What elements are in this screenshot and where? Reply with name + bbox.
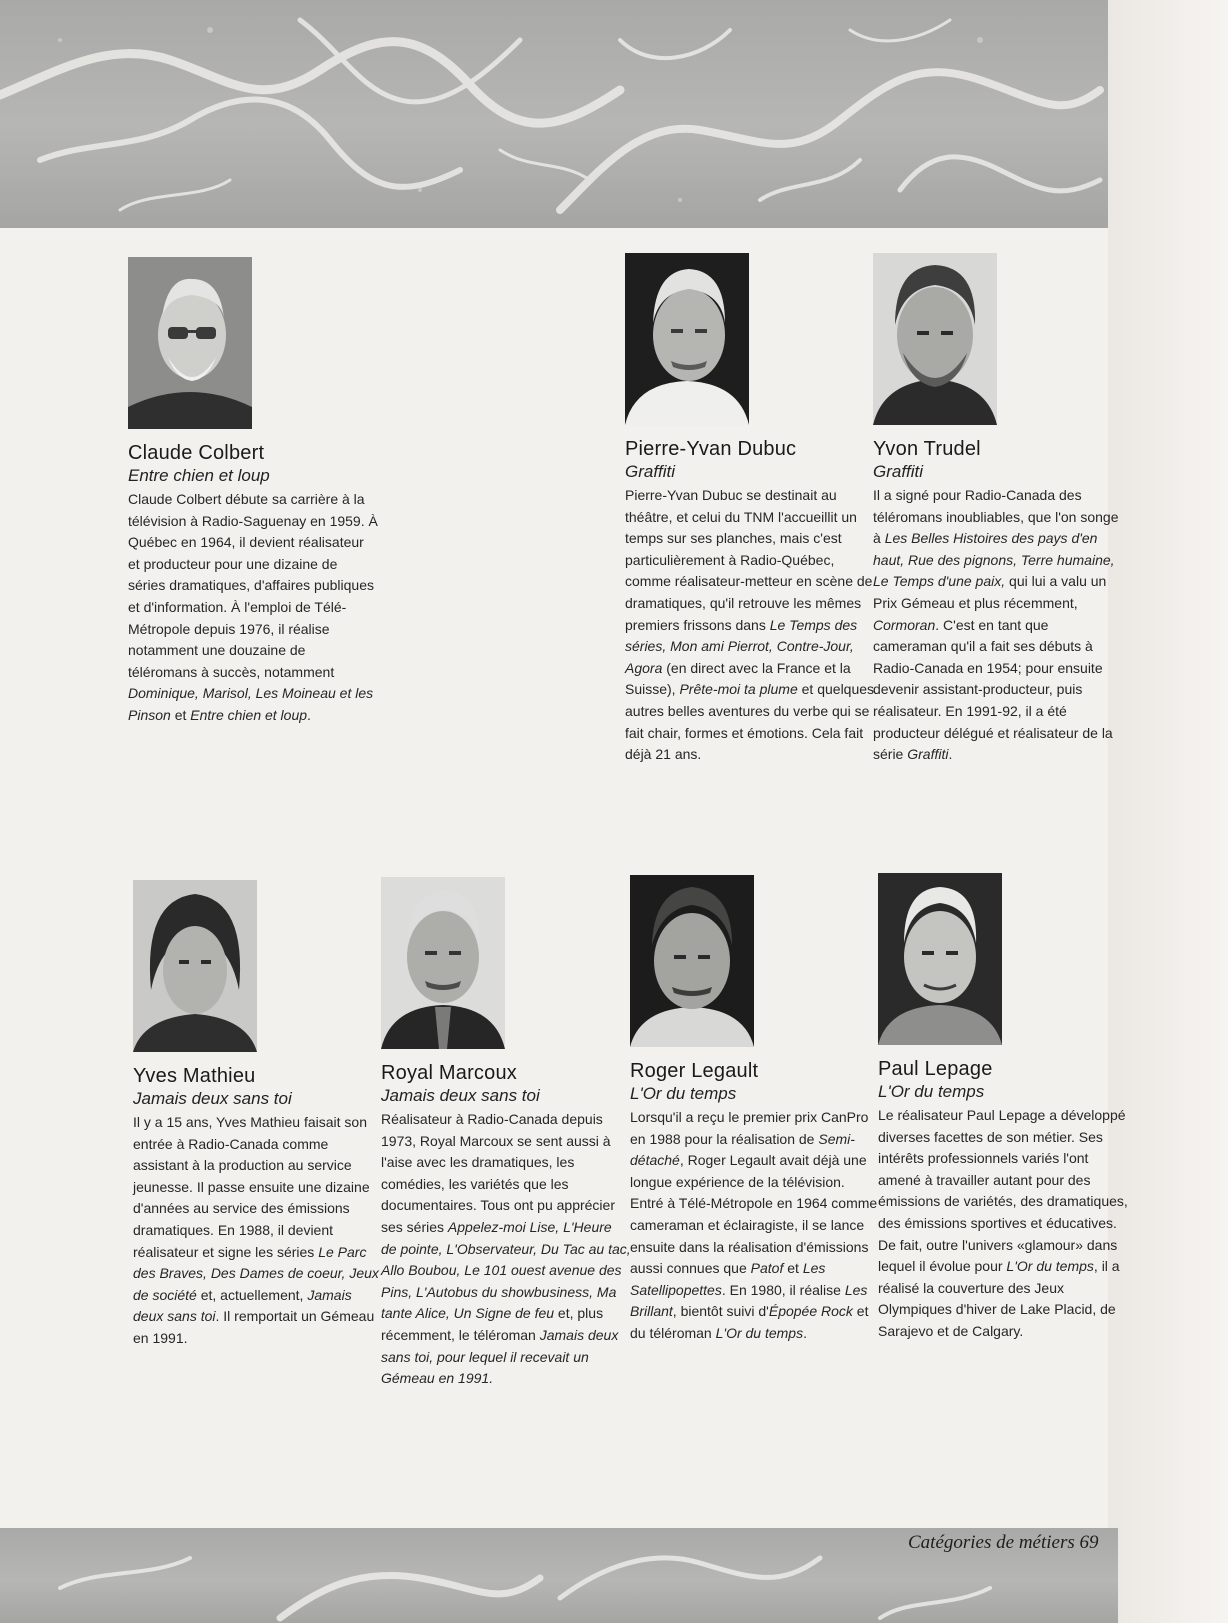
bio-text-segment: (en direct avec la France et la Suisse), [625, 659, 851, 698]
show-title: Entre chien et loup [128, 466, 270, 485]
bio-title-segment: Graffiti [907, 746, 949, 763]
profile-claude-colbert [128, 257, 378, 727]
bio-text-segment: , Roger Legault avait déjà une longue expérience de la télévision. Entré à Télé-Métropole en 1964 comme cameraman et éclairagiste, il se lance ensuite dans la réalisation d'émissions aussi connues que [630, 1152, 878, 1277]
bio-title-segment: Patof [750, 1260, 784, 1277]
bio-title-segment: Jamais deux sans toi, pour lequel il recevait un Gémeau en 1991. [381, 1326, 619, 1387]
profile-pierre-yvan-dubuc [625, 253, 875, 766]
bio-title-segment: Jamais deux sans toi [133, 1286, 352, 1325]
bio-text-segment: Il y a 15 ans, Yves Mathieu faisait son entrée à Radio-Canada comme assistant à la production au service jeunesse. Il passe ensuite une dizaine d'années au service des émissions dramatiques. En 1988, il devient réalisateur et signe les séries [133, 1114, 370, 1260]
show-title: Jamais deux sans toi [133, 1089, 292, 1108]
person-bio [133, 1112, 383, 1350]
bio-title-segment: Le Temps des séries, Mon ami Pierrot, Contre-Jour, Agora [625, 616, 858, 676]
portrait-photo [878, 873, 1002, 1045]
bio-title-segment: Prête-moi ta plume [679, 681, 798, 698]
person-bio [878, 1105, 1128, 1343]
bio-title-segment: Appelez-moi Lise, L'Heure de pointe, L'Observateur, Du Tac au tac, Allo Boubou, Le 101 ouest avenue des Pins, L'Autobus du showbusiness, Ma tante Alice, Un Signe de feu [381, 1218, 631, 1322]
show-title: Jamais deux sans toi [381, 1086, 540, 1105]
top-banner-artwork [0, 0, 1108, 228]
bio-title-segment: Le Parc des Braves, Des Dames de coeur, Jeux de société [133, 1243, 379, 1303]
show-title: L'Or du temps [878, 1082, 985, 1101]
person-bio [381, 1109, 631, 1390]
bio-title-segment: L'Or du temps [715, 1324, 804, 1341]
bio-title-segment: Épopée Rock [768, 1303, 853, 1320]
person-name: Roger Legault [630, 1060, 759, 1082]
bio-text-segment: et du téléroman [630, 1303, 869, 1341]
bio-title-segment: Entre chien et loup [190, 706, 308, 723]
bio-text-segment: . [948, 746, 953, 763]
person-name: Yves Mathieu [133, 1065, 256, 1087]
page-footer-title: Catégories de métiers 69 [908, 1532, 1099, 1553]
person-bio [625, 485, 875, 766]
bio-text-segment: , il a réalisé la couverture des Jeux Olympiques d'hiver de Lake Placid, de Sarajevo et de Calgary. [878, 1258, 1120, 1339]
bio-title-segment: Semi-détaché [630, 1130, 855, 1169]
bio-text-segment: qui lui a valu un Prix Gémeau et plus récemment, [873, 573, 1107, 611]
profile-paul-lepage [878, 873, 1128, 1343]
portrait-photo [625, 253, 749, 425]
bio-text-segment: Claude Colbert débute sa carrière à la télévision à Radio-Saguenay en 1959. À Québec en 1964, il devient réalisateur et producteur pour une dizaine de séries dramatiques, d'affaires publiques et d'information. À l'emploi de Télé-Métropole depuis 1976, il réalise notamment une douzaine de téléromans à succès, notamment [128, 491, 378, 680]
bio-text-segment: Le réalisateur Paul Lepage a développé diverses facettes de son métier. Ses intérêts professionnels variés l'ont amené à travailler autant pour des émissions de variétés, des dramatiques, des émissions sportives et éducatives. De fait, outre l'univers «glamour» dans lequel il évolue pour [878, 1107, 1128, 1275]
portrait-photo [630, 875, 754, 1047]
profile-yvon-trudel [873, 253, 1123, 766]
profile-roger-legault [630, 875, 880, 1345]
bio-title-segment: L'Or du temps [1006, 1258, 1094, 1275]
bio-title-segment: Cormoran [873, 616, 936, 633]
portrait-photo [873, 253, 997, 425]
bio-title-segment: Les Brillant [630, 1281, 868, 1320]
bio-text-segment: . En 1980, il réalise [721, 1281, 845, 1298]
bio-title-segment: Dominique, Marisol, Les Moineau et les Pinson [128, 685, 374, 723]
bio-text-segment: et [170, 706, 191, 723]
person-bio [873, 485, 1123, 766]
bio-text-segment: . [307, 706, 311, 723]
bio-text-segment: Pierre-Yvan Dubuc se destinait au théâtre, et celui du TNM l'accueillit un temps sur ses planches, mais c'est particulièrement à Radio-Québec, comme réalisateur-metteur en scène de dramatiques, qu'il retrouve les mêmes premiers frissons dans [625, 487, 873, 633]
show-title: Graffiti [873, 462, 924, 481]
bio-text-segment: et, plus récemment, le téléroman [381, 1305, 604, 1343]
bio-text-segment: Lorsqu'il a reçu le premier prix CanPro en 1988 pour la réalisation de [630, 1109, 869, 1147]
show-title: Graffiti [625, 462, 676, 481]
person-name: Pierre-Yvan Dubuc [625, 438, 797, 460]
portrait-photo [381, 877, 505, 1049]
show-title: L'Or du temps [630, 1084, 737, 1103]
bio-title-segment: Les Satellipopettes [630, 1260, 826, 1298]
bio-text-segment: Réalisateur à Radio-Canada depuis 1973, Royal Marcoux se sent aussi à l'aise avec les dramatiques, les comédies, les variétés que les documentaires. Tous ont pu apprécier ses séries [381, 1111, 615, 1235]
bio-text-segment: et, actuellement, [196, 1286, 308, 1303]
person-name: Royal Marcoux [381, 1062, 517, 1084]
bio-text-segment: . [803, 1324, 807, 1341]
page-edge [1108, 0, 1228, 1623]
person-name: Claude Colbert [128, 442, 265, 464]
portrait-photo [128, 257, 252, 429]
bio-text-segment: et [783, 1260, 803, 1277]
bio-text-segment: . Il remportait un Gémeau en 1991. [133, 1308, 375, 1346]
bio-text-segment: et quelques autres belles aventures du verbe qui se fait chair, formes et émotions. Cela fait déjà 21 ans. [625, 681, 875, 763]
bio-title-segment: Les Belles Histoires des pays d'en haut, Rue des pignons, Terre humaine, Le Temps d'une paix, [873, 530, 1115, 590]
bio-text-segment: Il a signé pour Radio-Canada des téléromans inoubliables, que l'on songe à [873, 487, 1119, 547]
person-name: Yvon Trudel [873, 438, 981, 460]
bio-text-segment: , bientôt suivi d' [672, 1303, 769, 1320]
person-bio [630, 1107, 880, 1345]
profile-royal-marcoux [381, 877, 631, 1390]
portrait-photo [133, 880, 257, 1052]
bio-text-segment: . C'est en tant que cameraman qu'il a fait ses débuts à Radio-Canada en 1954; pour ensuite devenir assistant-producteur, puis réalisateur. En 1991-92, il a été producteur délégué et réalisateur de la série [873, 616, 1113, 763]
profile-yves-mathieu [133, 880, 383, 1350]
person-bio [128, 489, 378, 727]
person-name: Paul Lepage [878, 1058, 993, 1080]
